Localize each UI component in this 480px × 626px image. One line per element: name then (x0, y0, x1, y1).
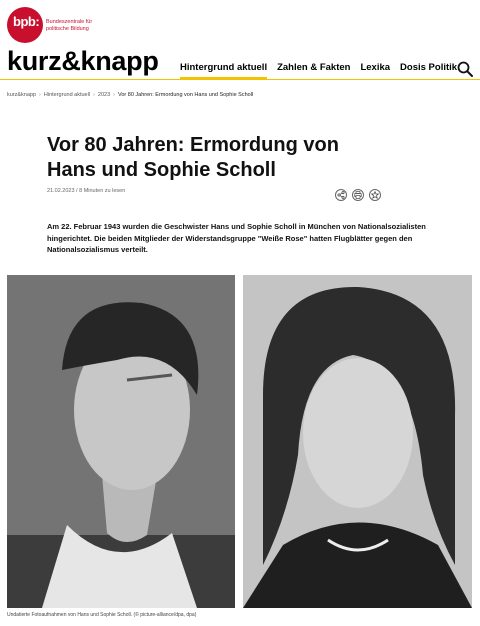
photo-sophie-scholl (243, 275, 472, 608)
article-meta: 21.02.2023 / 8 Minuten zu lesen (47, 188, 126, 194)
logo-abbr: bpb: (13, 14, 40, 29)
chevron-right-icon: › (113, 92, 115, 98)
logo-name (46, 19, 92, 32)
page-title: Vor 80 Jahren: Ermordung von Hans und Sophie Scholl (47, 134, 339, 181)
breadcrumb-item-2023[interactable]: 2023 (97, 92, 111, 98)
search-icon[interactable] (456, 60, 474, 78)
breadcrumb-item-current: Vor 80 Jahren: Ermordung von Hans und Sophie Scholl (118, 92, 254, 98)
nav-item-zahlen-fakten[interactable]: Zahlen & Fakten (277, 62, 351, 73)
chevron-right-icon: › (39, 92, 41, 98)
breadcrumb (7, 92, 253, 98)
article-lead: Am 22. Februar 1943 wurden die Geschwister Hans und Sophie Scholl in München von Nationalsozialisten hingerichtet. Die beiden Mitglieder der Widerstandsgruppe "Weiße Rose" hatten Flugblätter gegen den Nationalsozialismus verteilt. (47, 222, 426, 254)
bpb-logo-mark (7, 7, 43, 43)
nav-item-lexika[interactable]: Lexika (360, 62, 391, 73)
nav-item-hintergrund-aktuell[interactable]: Hintergrund aktuell (180, 62, 267, 79)
bpb-logo[interactable] (7, 7, 92, 43)
photo-hans-scholl (7, 275, 235, 608)
logo-name-line2: politische Bildung (46, 25, 89, 32)
logo-name-line1: Bundeszentrale für (46, 19, 93, 25)
brand-title[interactable]: kurz&knapp (7, 46, 159, 76)
header-divider (0, 79, 480, 80)
article-actions (335, 189, 381, 201)
star-icon[interactable] (369, 189, 381, 201)
chevron-right-icon: › (93, 92, 95, 98)
breadcrumb-item-hintergrund[interactable]: Hintergrund aktuell (43, 92, 91, 98)
breadcrumb-item-kurz-knapp[interactable]: kurz&knapp (7, 92, 37, 98)
share-icon[interactable] (335, 189, 347, 201)
main-nav (180, 62, 457, 79)
nav-item-dosis-politik[interactable]: Dosis Politik (400, 62, 458, 73)
photo-caption: Undatierte Fotoaufnahmen von Hans und Sophie Scholl. (© picture-alliance/dpa, dpa) (7, 612, 197, 618)
print-icon[interactable] (352, 189, 364, 201)
